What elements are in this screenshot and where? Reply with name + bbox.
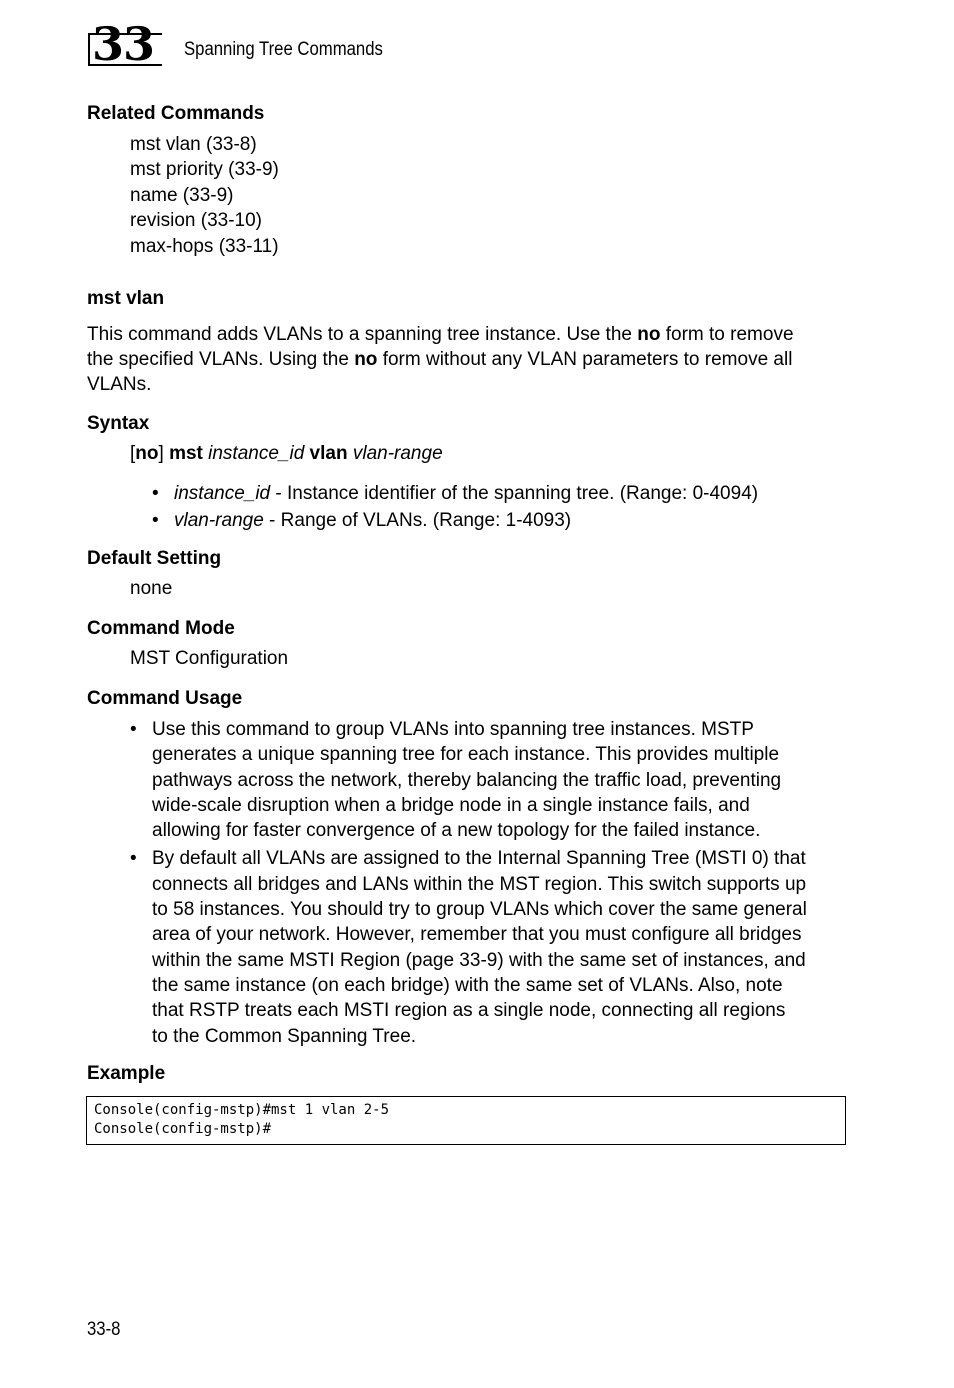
- usage-line: allowing for faster convergence of a new topology for the failed instance.: [152, 820, 761, 842]
- syntax-bracket: ]: [158, 443, 170, 464]
- command-mode-heading: Command Mode: [87, 618, 235, 639]
- example-heading: Example: [87, 1063, 166, 1084]
- description-text: This command adds VLANs to a spanning tree instance. Use the: [87, 324, 638, 345]
- code-line: Console(config-mstp)#mst 1 vlan 2-5: [94, 1102, 390, 1118]
- code-line: Console(config-mstp)#: [94, 1121, 272, 1137]
- syntax-keyword: mst: [169, 443, 203, 464]
- description-text: form to remove: [660, 324, 794, 345]
- related-command-item: max-hops (33-11): [130, 235, 279, 257]
- param-desc: - Instance identifier of the spanning tree. (Range: 0-4094): [270, 483, 759, 504]
- param-item: [150, 507, 758, 534]
- usage-line: By default all VLANs are assigned to the Internal Spanning Tree (MSTI 0) that: [152, 848, 806, 870]
- usage-line: connects all bridges and LANs within the MST region. This switch supports up: [152, 873, 807, 895]
- default-setting-heading: Default Setting: [87, 548, 222, 569]
- syntax-param: instance_id: [208, 443, 305, 464]
- usage-line: generates a unique spanning tree for each instance. This provides multiple: [152, 744, 780, 766]
- usage-line: the same instance (on each bridge) with the same set of VLANs. Also, note: [152, 974, 783, 996]
- chapter-title: Spanning Tree Commands: [184, 39, 383, 60]
- description-line: [87, 322, 847, 347]
- usage-line: that RSTP treats each MSTI region as a single node, connecting all regions: [152, 1000, 786, 1022]
- command-usage-list: [130, 717, 807, 1049]
- command-mode-value: MST Configuration: [130, 648, 289, 669]
- usage-item: [130, 846, 807, 1048]
- bullet: •: [152, 510, 159, 531]
- related-command-item: mst priority (33-9): [130, 159, 279, 181]
- usage-line: area of your network. However, remember that you must configure all bridges: [152, 924, 802, 946]
- syntax-line: [130, 442, 443, 466]
- page-number: 33-8: [87, 1319, 121, 1340]
- usage-line: within the same MSTI Region (page 33-9) with the same set of instances, and: [152, 949, 806, 971]
- description-line: [87, 347, 847, 372]
- command-description: [87, 322, 847, 397]
- bullet: •: [130, 719, 137, 740]
- chapter-number: 33: [92, 17, 155, 71]
- description-line: VLANs.: [87, 374, 152, 395]
- related-command-item: revision (33-10): [130, 210, 262, 232]
- usage-line: to the Common Spanning Tree.: [152, 1025, 417, 1047]
- usage-line: to 58 instances. You should try to group VLANs which cover the same general: [152, 899, 807, 921]
- chapter-badge: [88, 17, 166, 71]
- usage-line: pathways across the network, thereby balancing the traffic load, preventing: [152, 769, 782, 791]
- syntax-keyword: no: [135, 443, 159, 464]
- description-text: form without any VLAN parameters to remove all: [377, 349, 793, 370]
- command-name-heading: mst vlan: [87, 288, 165, 309]
- usage-item: [130, 717, 807, 843]
- description-text: the specified VLANs. Using the: [87, 349, 355, 370]
- related-command-item: name (33-9): [130, 184, 234, 206]
- bullet: •: [152, 483, 159, 504]
- related-commands-list: [130, 132, 279, 259]
- syntax-param-list: [150, 480, 758, 534]
- example-code-block: [86, 1096, 846, 1145]
- usage-line: wide-scale disruption when a bridge node in a single instance fails, and: [152, 794, 750, 816]
- syntax-keyword: vlan: [309, 443, 348, 464]
- syntax-bracket: [: [130, 443, 136, 464]
- syntax-heading: Syntax: [87, 413, 150, 434]
- param-name: vlan-range: [174, 510, 264, 531]
- related-commands-heading: Related Commands: [87, 103, 265, 124]
- command-usage-heading: Command Usage: [87, 688, 243, 709]
- default-setting-value: none: [130, 578, 173, 599]
- related-command-item: mst vlan (33-8): [130, 134, 257, 155]
- param-item: [150, 480, 758, 507]
- description-keyword: no: [637, 324, 661, 345]
- param-desc: - Range of VLANs. (Range: 1-4093): [263, 510, 572, 531]
- syntax-param: vlan-range: [352, 443, 443, 464]
- param-name: instance_id: [174, 483, 271, 504]
- bullet: •: [130, 848, 137, 870]
- usage-line: Use this command to group VLANs into spanning tree instances. MSTP: [152, 719, 754, 740]
- description-keyword: no: [354, 349, 378, 370]
